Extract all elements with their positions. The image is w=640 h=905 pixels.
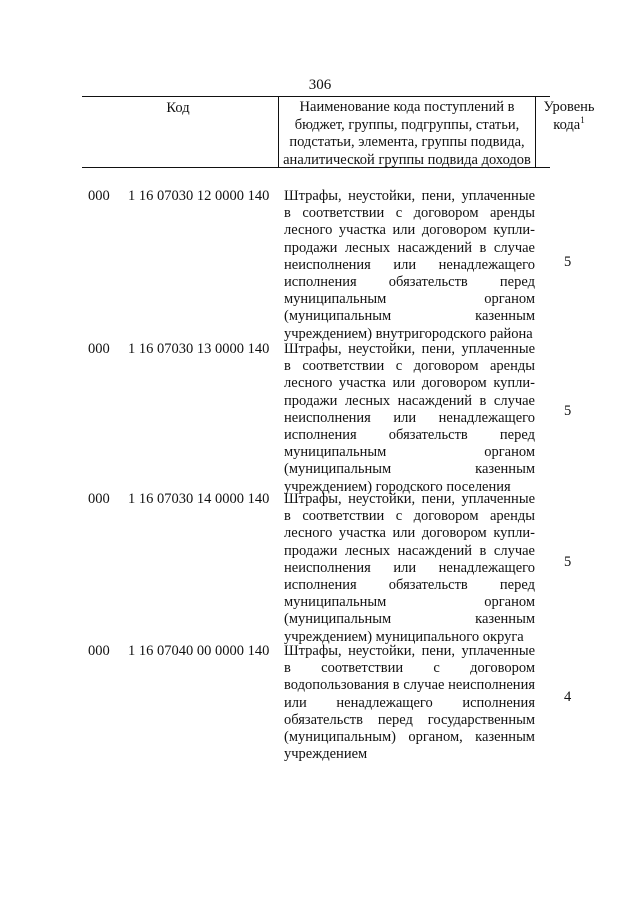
row-code: 1 16 07040 00 0000 140 <box>128 643 270 659</box>
row-level: 5 <box>564 254 572 270</box>
header-name: Наименование кода поступлений в бюджет, группы, подгруппы, статьи, подстатьи, элемента, группы подвида, аналитической группы подвида доходов <box>278 97 536 167</box>
header-code: Код <box>166 100 190 116</box>
row-level: 5 <box>564 403 572 419</box>
row-level: 5 <box>564 554 572 570</box>
row-prefix: 000 <box>88 491 110 507</box>
row-prefix: 000 <box>88 643 110 659</box>
header-level <box>536 97 602 169</box>
header-level-label: Уровень кода <box>543 99 595 133</box>
row-description: Штрафы, неустойки, пени, уплаченные в соответствии с договором аренды лесного участка или договором купли-продажи лесных насаждений в случае неисполнения или ненадлежащего исполнения обязательств перед муниципальным органом (муниципальным казенным учреждением) городского поселения <box>284 341 535 495</box>
page-number: 306 <box>308 77 332 93</box>
header-level-footnote: 1 <box>580 114 585 125</box>
row-description: Штрафы, неустойки, пени, уплаченные в соответствии с договором водопользования в случае неисполнения или ненадлежащего исполнения обязательств перед государственным (муниципальным) органом, казенным учреждением <box>284 643 535 763</box>
row-prefix: 000 <box>88 188 110 204</box>
row-level: 4 <box>564 689 572 705</box>
row-description: Штрафы, неустойки, пени, уплаченные в соответствии с договором аренды лесного участка или договором купли-продажи лесных насаждений в случае неисполнения или ненадлежащего исполнения обязательств перед муниципальным органом (муниципальным казенным учреждением) внутригородского района <box>284 188 535 342</box>
row-prefix: 000 <box>88 341 110 357</box>
row-code: 1 16 07030 14 0000 140 <box>128 491 270 507</box>
row-description: Штрафы, неустойки, пени, уплаченные в соответствии с договором аренды лесного участка или договором купли-продажи лесных насаждений в случае неисполнения или ненадлежащего исполнения обязательств перед муниципальным органом (муниципальным казенным учреждением) муниципального округа <box>284 491 535 645</box>
row-code: 1 16 07030 12 0000 140 <box>128 188 270 204</box>
row-code: 1 16 07030 13 0000 140 <box>128 341 270 357</box>
table-header <box>82 96 595 168</box>
